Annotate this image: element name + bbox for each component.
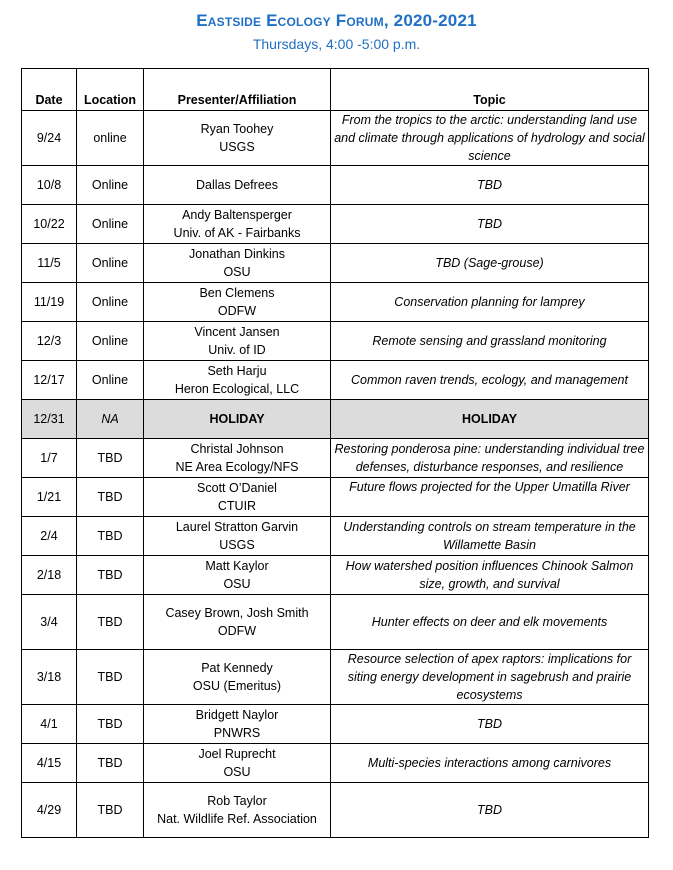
table-row xyxy=(22,744,649,783)
table-row-holiday xyxy=(22,400,649,439)
presenter-name: Seth Harju xyxy=(207,364,267,378)
topic-cell: How watershed position influences Chinook Salmon size, growth, and survival xyxy=(331,556,649,595)
schedule-table xyxy=(21,68,649,838)
presenter-affiliation: ODFW xyxy=(217,304,257,318)
topic-cell: Hunter effects on deer and elk movements xyxy=(331,595,649,650)
location-cell: Online xyxy=(77,166,144,205)
presenter-name: Ryan Toohey xyxy=(200,122,274,136)
location-cell: TBD xyxy=(77,595,144,650)
presenter-name: Joel Ruprecht xyxy=(198,747,276,761)
presenter-name: Vincent Jansen xyxy=(194,325,280,339)
presenter-cell xyxy=(144,166,331,205)
location-cell: Online xyxy=(77,322,144,361)
topic-cell: Conservation planning for lamprey xyxy=(331,283,649,322)
presenter-affiliation: OSU xyxy=(223,765,251,779)
table-row xyxy=(22,244,649,283)
date-cell: 3/4 xyxy=(22,595,77,650)
presenter-cell xyxy=(144,478,331,517)
table-row xyxy=(22,556,649,595)
column-header-date: Date xyxy=(22,69,77,111)
topic-cell: TBD (Sage-grouse) xyxy=(331,244,649,283)
presenter-cell xyxy=(144,650,331,705)
presenter-name: Rob Taylor xyxy=(207,794,267,808)
topic-cell: TBD xyxy=(331,783,649,838)
presenter-cell xyxy=(144,517,331,556)
date-cell: 4/15 xyxy=(22,744,77,783)
presenter-affiliation: OSU xyxy=(223,577,251,591)
column-header-topic: Topic xyxy=(331,69,649,111)
location-cell: TBD xyxy=(77,744,144,783)
presenter-name: Scott O’Daniel xyxy=(197,481,277,495)
presenter-name: Ben Clemens xyxy=(199,286,275,300)
page-subtitle: Thursdays, 4:00 -5:00 p.m. xyxy=(252,36,421,52)
presenter-name: Casey Brown, Josh Smith xyxy=(165,606,309,620)
presenter-cell xyxy=(144,322,331,361)
topic-cell: Common raven trends, ecology, and management xyxy=(331,361,649,400)
presenter-affiliation: USGS xyxy=(219,140,255,154)
topic-cell: TBD xyxy=(331,166,649,205)
date-cell: 1/7 xyxy=(22,439,77,478)
date-cell: 2/18 xyxy=(22,556,77,595)
table-row xyxy=(22,478,649,517)
presenter-affiliation: OSU (Emeritus) xyxy=(192,679,282,693)
presenter-affiliation: CTUIR xyxy=(217,499,257,513)
date-cell: 12/3 xyxy=(22,322,77,361)
table-row xyxy=(22,595,649,650)
table-row xyxy=(22,783,649,838)
presenter-affiliation: OSU xyxy=(223,265,251,279)
topic-cell: Resource selection of apex raptors: implications for siting energy development in sagebrush and prairie ecosystems xyxy=(331,650,649,705)
presenter-name: Pat Kennedy xyxy=(201,661,273,675)
table-row xyxy=(22,705,649,744)
location-cell: Online xyxy=(77,283,144,322)
schedule-body xyxy=(22,111,649,838)
presenter-cell xyxy=(144,283,331,322)
presenter-cell xyxy=(144,783,331,838)
page-title: Eastside Ecology Forum, 2020-2021 xyxy=(196,11,477,30)
presenter-affiliation: Heron Ecological, LLC xyxy=(174,382,300,396)
presenter-cell xyxy=(144,744,331,783)
presenter-affiliation: Univ. of ID xyxy=(208,343,266,357)
location-cell: TBD xyxy=(77,783,144,838)
date-cell: 12/17 xyxy=(22,361,77,400)
table-row xyxy=(22,517,649,556)
location-cell: TBD xyxy=(77,556,144,595)
table-row xyxy=(22,650,649,705)
presenter-affiliation: USGS xyxy=(219,538,255,552)
presenter-name: Jonathan Dinkins xyxy=(189,247,285,261)
presenter-name: Dallas Defrees xyxy=(196,178,278,192)
date-cell: 3/18 xyxy=(22,650,77,705)
presenter-cell xyxy=(144,361,331,400)
presenter-affiliation: Nat. Wildlife Ref. Association xyxy=(157,812,317,826)
presenter-cell xyxy=(144,244,331,283)
presenter-affiliation: PNWRS xyxy=(213,726,261,740)
presenter-name: Christal Johnson xyxy=(190,442,284,456)
location-cell: NA xyxy=(77,400,144,439)
table-row xyxy=(22,322,649,361)
table-row xyxy=(22,205,649,244)
presenter-affiliation: Univ. of AK - Fairbanks xyxy=(173,226,301,240)
presenter-cell xyxy=(144,595,331,650)
location-cell: TBD xyxy=(77,517,144,556)
table-header-row xyxy=(22,69,649,111)
date-cell: 12/31 xyxy=(22,400,77,439)
table-row xyxy=(22,283,649,322)
location-cell: TBD xyxy=(77,478,144,517)
table-row xyxy=(22,439,649,478)
page-header xyxy=(0,11,673,53)
date-cell: 10/8 xyxy=(22,166,77,205)
topic-cell: TBD xyxy=(331,705,649,744)
table-row xyxy=(22,111,649,166)
topic-cell: From the tropics to the arctic: understanding land use and climate through applications of hydrology and social science xyxy=(331,111,649,166)
presenter-name: Laurel Stratton Garvin xyxy=(175,520,299,534)
location-cell: TBD xyxy=(77,650,144,705)
location-cell: Online xyxy=(77,244,144,283)
topic-cell: Restoring ponderosa pine: understanding individual tree defenses, disturbance responses, and resilience xyxy=(331,439,649,478)
date-cell: 9/24 xyxy=(22,111,77,166)
date-cell: 11/19 xyxy=(22,283,77,322)
date-cell: 4/1 xyxy=(22,705,77,744)
presenter-cell xyxy=(144,111,331,166)
date-cell: 1/21 xyxy=(22,478,77,517)
presenter-name: Andy Baltensperger xyxy=(182,208,292,222)
table-row xyxy=(22,361,649,400)
location-cell: TBD xyxy=(77,705,144,744)
topic-cell: HOLIDAY xyxy=(331,400,649,439)
presenter-name: Bridgett Naylor xyxy=(195,708,279,722)
presenter-affiliation: NE Area Ecology/NFS xyxy=(175,460,299,474)
presenter-cell xyxy=(144,705,331,744)
topic-cell: Multi-species interactions among carnivores xyxy=(331,744,649,783)
date-cell: 10/22 xyxy=(22,205,77,244)
location-cell: Online xyxy=(77,205,144,244)
date-cell: 11/5 xyxy=(22,244,77,283)
location-cell: online xyxy=(77,111,144,166)
topic-cell: Future flows projected for the Upper Umatilla River xyxy=(331,478,649,517)
location-cell: TBD xyxy=(77,439,144,478)
presenter-cell xyxy=(144,439,331,478)
column-header-location: Location xyxy=(77,69,144,111)
presenter-cell xyxy=(144,400,331,439)
date-cell: 2/4 xyxy=(22,517,77,556)
presenter-cell xyxy=(144,205,331,244)
topic-cell: Understanding controls on stream temperature in the Willamette Basin xyxy=(331,517,649,556)
presenter-affiliation: ODFW xyxy=(217,624,257,638)
location-cell: Online xyxy=(77,361,144,400)
column-header-presenter: Presenter/Affiliation xyxy=(144,69,331,111)
topic-cell: TBD xyxy=(331,205,649,244)
topic-cell: Remote sensing and grassland monitoring xyxy=(331,322,649,361)
table-row xyxy=(22,166,649,205)
presenter-name: HOLIDAY xyxy=(209,412,265,426)
date-cell: 4/29 xyxy=(22,783,77,838)
presenter-cell xyxy=(144,556,331,595)
presenter-name: Matt Kaylor xyxy=(205,559,269,573)
